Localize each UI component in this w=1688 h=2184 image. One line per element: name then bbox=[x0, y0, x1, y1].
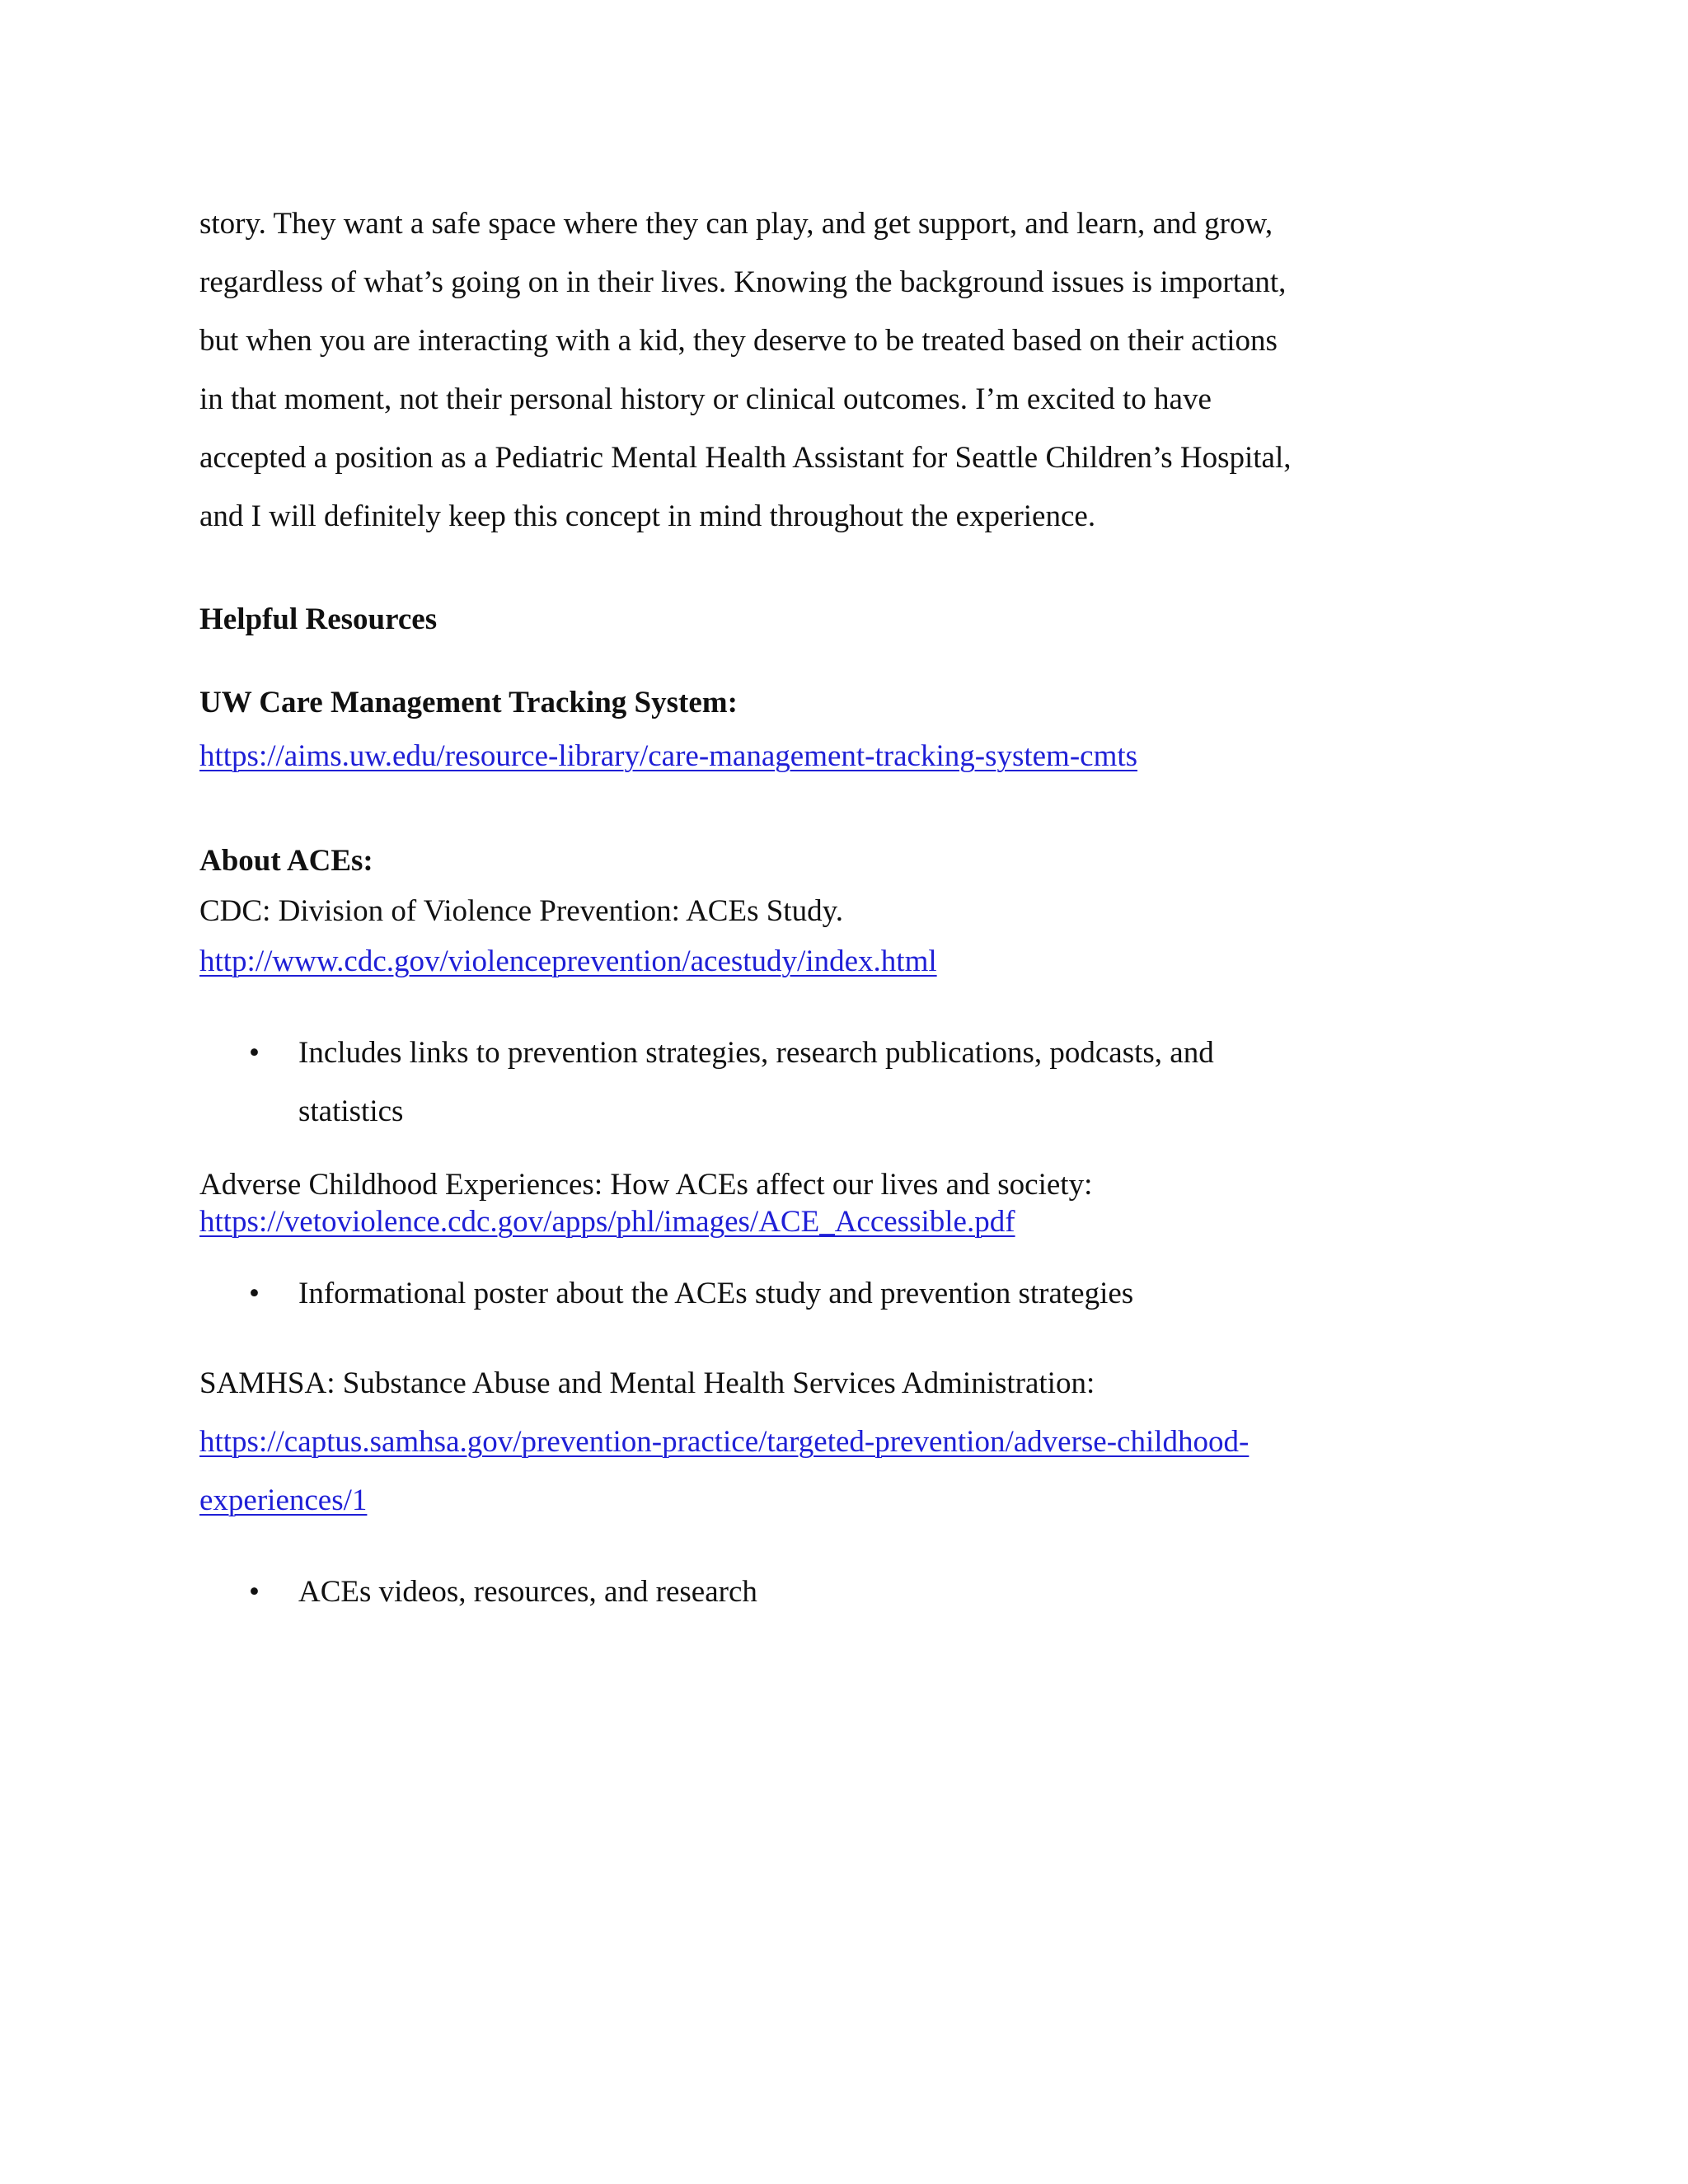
document-page bbox=[199, 194, 1493, 1621]
bullet-text: ACEs videos, resources, and research bbox=[298, 1575, 757, 1609]
bullet-text: Informational poster about the ACEs study and prevention strategies bbox=[298, 1277, 1134, 1310]
samhsa-label: SAMHSA: Substance Abuse and Mental Health Services Administration: bbox=[199, 1366, 1095, 1400]
cdc-aces-link[interactable]: http://www.cdc.gov/violenceprevention/acestudy/index.html bbox=[199, 944, 937, 978]
cdc-label: CDC: Division of Violence Prevention: ACEs Study. bbox=[199, 894, 843, 928]
bullet-icon: • bbox=[249, 1036, 260, 1070]
list-item bbox=[199, 1563, 1493, 1621]
bullet-text: Includes links to prevention strategies, research publications, podcasts, and bbox=[298, 1036, 1214, 1070]
adverse-bullet-list bbox=[199, 1264, 1493, 1323]
intro-line: and I will definitely keep this concept in mind throughout the experience. bbox=[199, 499, 1096, 533]
cdc-bullet-list bbox=[199, 1024, 1493, 1141]
intro-line: but when you are interacting with a kid, they deserve to be treated based on their actions bbox=[199, 324, 1278, 358]
intro-line: in that moment, not their personal history or clinical outcomes. I’m excited to have bbox=[199, 382, 1212, 416]
uw-cmts-title: UW Care Management Tracking System: bbox=[199, 686, 738, 719]
intro-line: accepted a position as a Pediatric Mental Health Assistant for Seattle Children’s Hospital, bbox=[199, 441, 1292, 475]
intro-line: regardless of what’s going on in their lives. Knowing the background issues is important, bbox=[199, 265, 1287, 299]
ace-accessible-link[interactable]: https://vetoviolence.cdc.gov/apps/phl/images/ACE_Accessible.pdf bbox=[199, 1205, 1015, 1239]
about-aces-title: About ACEs: bbox=[199, 844, 373, 878]
list-item bbox=[199, 1264, 1493, 1323]
samhsa-link[interactable] bbox=[199, 1425, 1249, 1517]
samhsa-bullet-list bbox=[199, 1563, 1493, 1621]
bullet-icon: • bbox=[249, 1277, 260, 1310]
intro-line: story. They want a safe space where they can play, and get support, and learn, and grow, bbox=[199, 207, 1273, 241]
list-item bbox=[199, 1024, 1493, 1141]
adverse-label: Adverse Childhood Experiences: How ACEs affect our lives and society: bbox=[199, 1168, 1093, 1202]
uw-cmts-link[interactable]: https://aims.uw.edu/resource-library/care-management-tracking-system-cmts bbox=[199, 739, 1138, 773]
helpful-resources-heading: Helpful Resources bbox=[199, 602, 438, 636]
bullet-text: statistics bbox=[298, 1094, 404, 1128]
samhsa-link-line2: experiences/1 bbox=[199, 1483, 368, 1517]
bullet-icon: • bbox=[249, 1575, 260, 1609]
intro-paragraph bbox=[199, 194, 1493, 546]
samhsa-link-line1: https://captus.samhsa.gov/prevention-practice/targeted-prevention/adverse-childhood- bbox=[199, 1425, 1250, 1459]
